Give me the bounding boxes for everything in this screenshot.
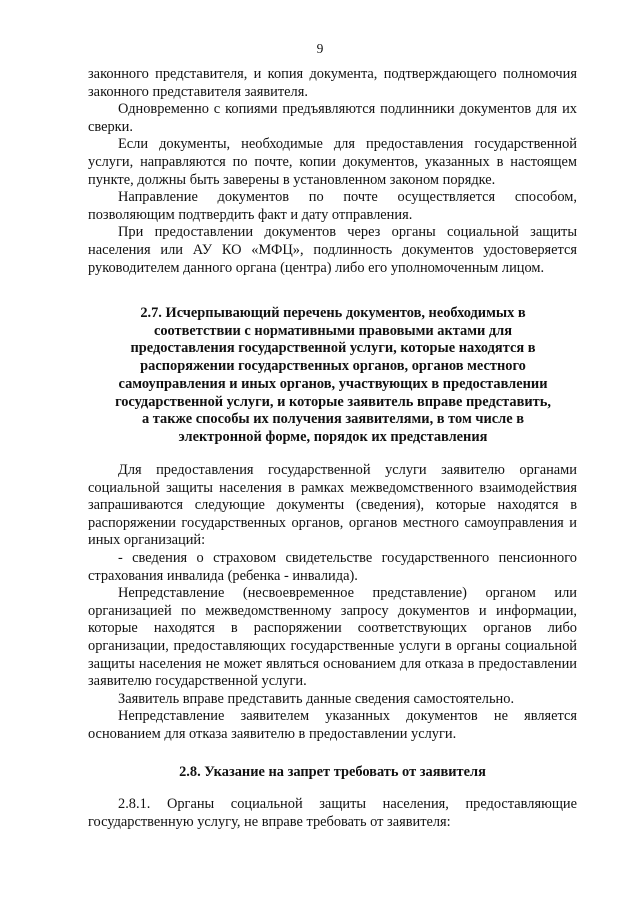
paragraph: Для предоставления государственной услуги заявителю органами социальной защиты населения в рамках межведомственного взаимодействия запрашиваются следующие документы (сведения), которые находятся в распоряжении государственных органов, органов местного самоуправления и иных организаций: bbox=[88, 462, 577, 549]
paragraph: 2.8.1. Органы социальной защиты населения, предоставляющие государственную услугу, не вправе требовать от заявителя: bbox=[88, 796, 577, 830]
paragraph: При предоставлении документов через органы социальной защиты населения или АУ КО «МФЦ», подлинность документов удостоверяется руководителем данного органа (центра) либо его уполномоченным лицом. bbox=[88, 224, 577, 276]
paragraph: Одновременно с копиями предъявляются подлинники документов для их сверки. bbox=[88, 101, 577, 135]
paragraph: законного представителя, и копия документа, подтверждающего полномочия законного представителя заявителя. bbox=[88, 66, 577, 100]
paragraph: Непредставление заявителем указанных документов не является основанием для отказа заявителю в предоставлении услуги. bbox=[88, 708, 577, 742]
page-number: 9 bbox=[316, 41, 324, 56]
section-2-7-heading: 2.7. Исчерпывающий перечень документов, необходимых в соответствии с нормативными правовыми актами для предоставления государственной услуги, которые находятся в распоряжении государственных органов, органов местного самоуправления и иных органов, участвующих в предоставлении государственной услуги, и которые заявитель вправе представить, а также способы их получения заявителями, в том числе в электронной форме, порядок их представления bbox=[115, 305, 551, 445]
paragraph: Заявитель вправе представить данные сведения самостоятельно. bbox=[118, 690, 515, 707]
section-2-8-heading: 2.8. Указание на запрет требовать от заявителя bbox=[179, 764, 486, 780]
paragraph: Непредставление (несвоевременное представление) органом или организацией по межведомственному запросу документов и информации, которые находятся в распоряжении соответствующих органов либо организации, предоставляющих государственные услуги в органы социальной защиты населения не может являться основанием для отказа в предоставлении заявителю государственной услуги. bbox=[88, 585, 577, 690]
paragraph: Направление документов по почте осуществляется способом, позволяющим подтвердить факт и дату отправления. bbox=[88, 189, 577, 223]
section-2-7-body bbox=[88, 462, 577, 744]
paragraph: Если документы, необходимые для предоставления государственной услуги, направляются по почте, копии документов, указанных в настоящем пункте, должны быть заверены в установленном законом порядке. bbox=[88, 136, 577, 188]
list-item: - сведения о страховом свидетельстве государственного пенсионного страхования инвалида (ребенка - инвалида). bbox=[88, 549, 577, 584]
section-2-8-body bbox=[88, 796, 577, 831]
intro-block bbox=[88, 66, 577, 277]
